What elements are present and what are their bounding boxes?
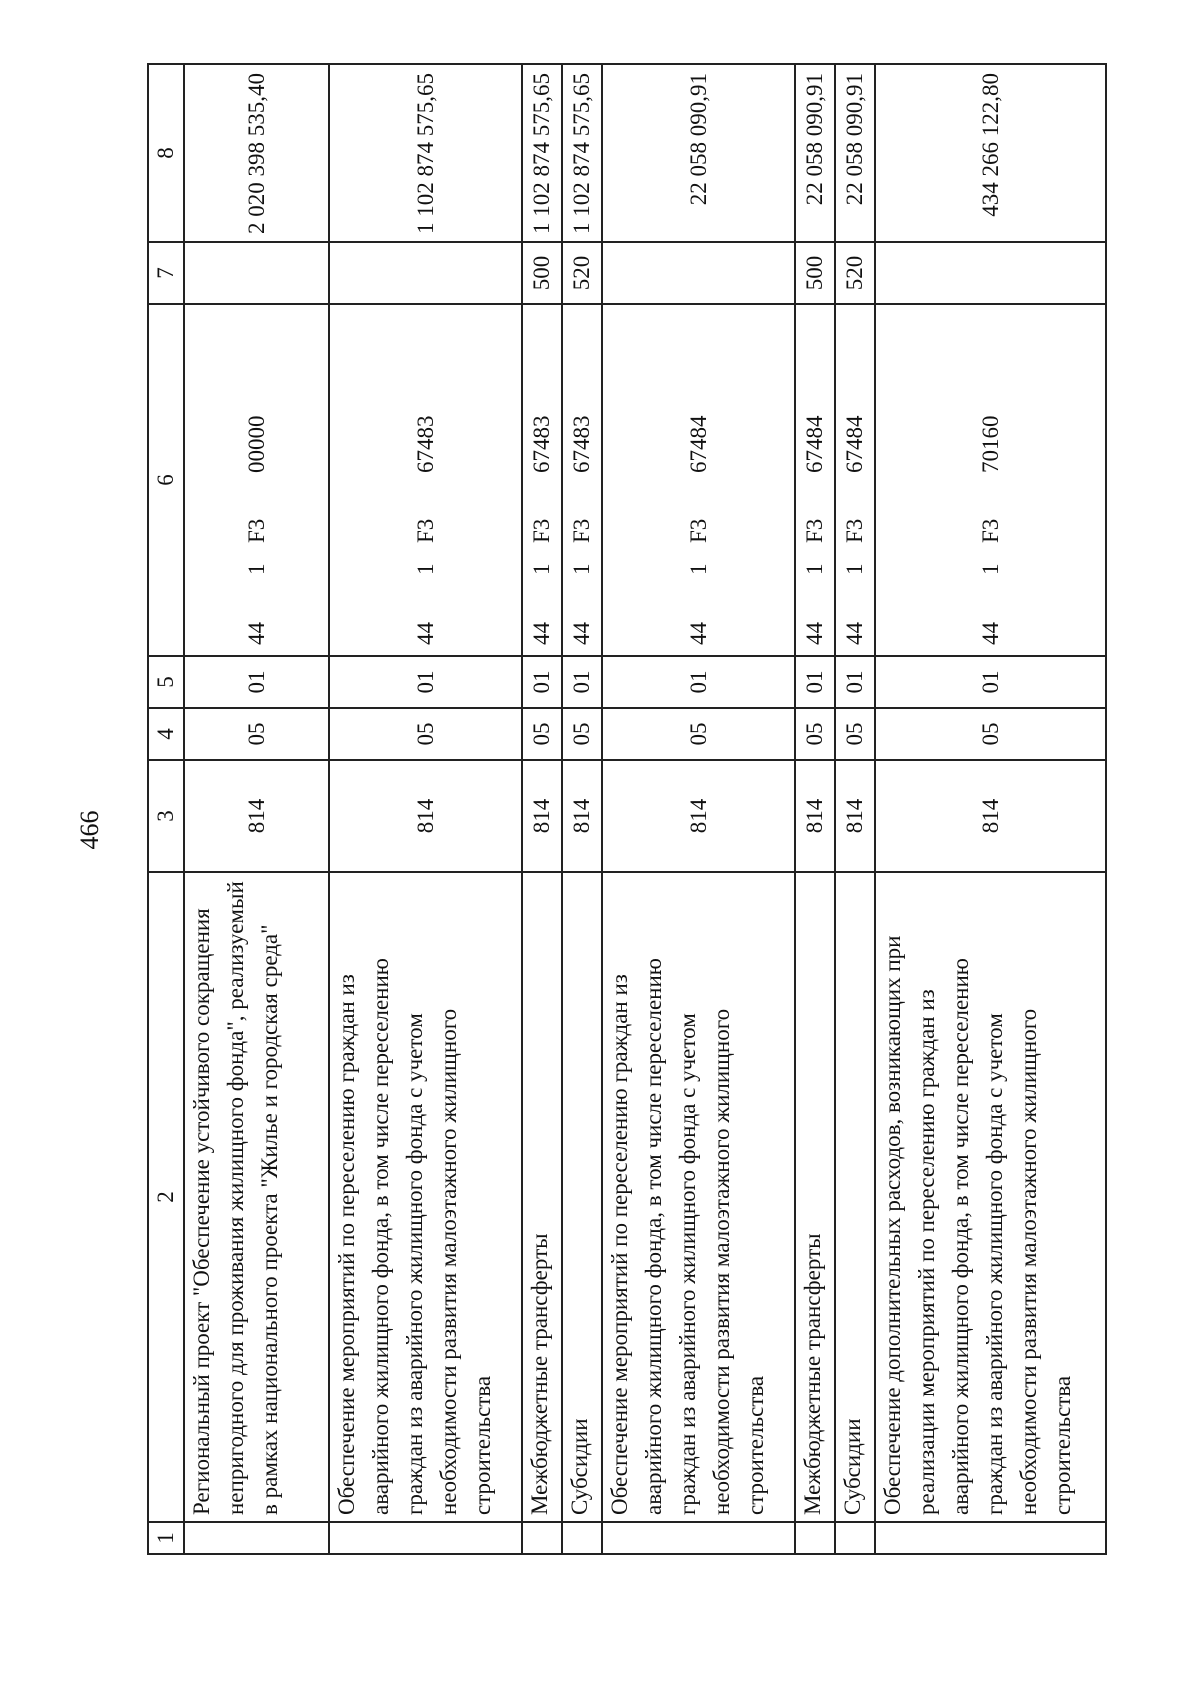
table-row: [329, 64, 521, 1554]
target-article-code: 441F367484: [795, 304, 835, 656]
section-code: 05: [835, 708, 875, 760]
section-code: 05: [329, 708, 521, 760]
item-name: Обеспечение мероприятий по переселению граждан из аварийного жилищного фонда, в том числе переселению граждан из аварийного жилищного фонда с учетом необходимости развития малоэтажного жилищного строительства: [602, 872, 794, 1522]
ministry-code: 814: [602, 760, 794, 872]
table-row: [602, 64, 794, 1554]
item-name: Обеспечение мероприятий по переселению граждан из аварийного жилищного фонда, в том числе переселению граждан из аварийного жилищного фонда с учетом необходимости развития малоэтажного жилищного строительства: [329, 872, 521, 1522]
item-name: Региональный проект "Обеспечение устойчивого сокращения непригодного для проживания жилищного фонда", реализуемый в рамках национального проекта "Жилье и городская среда": [184, 872, 329, 1522]
table-row: [522, 64, 562, 1554]
page-number: 466: [75, 810, 104, 850]
amount: 22 058 090,91: [835, 64, 875, 242]
ministry-code: 814: [522, 760, 562, 872]
row-index-cell: [329, 1522, 521, 1554]
section-code: 05: [184, 708, 329, 760]
amount: 1 102 874 575,65: [522, 64, 562, 242]
target-article-code: 441F300000: [184, 304, 329, 656]
header-cell: 6: [148, 304, 184, 656]
amount: 1 102 874 575,65: [329, 64, 521, 242]
amount: 22 058 090,91: [795, 64, 835, 242]
row-index-cell: [795, 1522, 835, 1554]
row-index-cell: [522, 1522, 562, 1554]
amount: 22 058 090,91: [602, 64, 794, 242]
header-cell: 7: [148, 242, 184, 304]
header-cell: 2: [148, 872, 184, 1522]
section-code: 05: [795, 708, 835, 760]
section-code: 05: [522, 708, 562, 760]
row-index-cell: [875, 1522, 1106, 1554]
expense-type-code: [602, 242, 794, 304]
table-row: [835, 64, 875, 1554]
expense-type-code: [184, 242, 329, 304]
ministry-code: 814: [795, 760, 835, 872]
table-row: [875, 64, 1106, 1554]
target-article-code: 441F367484: [602, 304, 794, 656]
target-article-code: 441F367483: [562, 304, 602, 656]
rotated-table-wrapper: [147, 65, 1107, 1555]
subsection-code: 01: [184, 656, 329, 708]
subsection-code: 01: [875, 656, 1106, 708]
item-name: Обеспечение дополнительных расходов, возникающих при реализации мероприятий по переселению граждан из аварийного жилищного фонда, в том числе переселению граждан из аварийного жилищного фонда с учетом необходимости развития малоэтажного жилищного строительства: [875, 872, 1106, 1522]
expense-type-code: [329, 242, 521, 304]
ministry-code: 814: [835, 760, 875, 872]
row-index-cell: [562, 1522, 602, 1554]
expense-type-code: 500: [522, 242, 562, 304]
expense-type-code: [875, 242, 1106, 304]
header-row: [148, 64, 184, 1554]
ministry-code: 814: [562, 760, 602, 872]
amount: 2 020 398 535,40: [184, 64, 329, 242]
section-code: 05: [875, 708, 1106, 760]
ministry-code: 814: [329, 760, 521, 872]
amount: 434 266 122,80: [875, 64, 1106, 242]
target-article-code: 441F367484: [835, 304, 875, 656]
table-row: [562, 64, 602, 1554]
target-article-code: 441F367483: [329, 304, 521, 656]
item-name: Субсидии: [835, 872, 875, 1522]
target-article-code: 441F370160: [875, 304, 1106, 656]
section-code: 05: [562, 708, 602, 760]
subsection-code: 01: [329, 656, 521, 708]
budget-table: [147, 63, 1107, 1555]
table-row: [795, 64, 835, 1554]
item-name: Субсидии: [562, 872, 602, 1522]
subsection-code: 01: [795, 656, 835, 708]
item-name: Межбюджетные трансферты: [795, 872, 835, 1522]
subsection-code: 01: [522, 656, 562, 708]
header-cell: 5: [148, 656, 184, 708]
header-cell: 1: [148, 1522, 184, 1554]
ministry-code: 814: [184, 760, 329, 872]
subsection-code: 01: [602, 656, 794, 708]
row-index-cell: [184, 1522, 329, 1554]
row-index-cell: [602, 1522, 794, 1554]
header-cell: 3: [148, 760, 184, 872]
subsection-code: 01: [835, 656, 875, 708]
row-index-cell: [835, 1522, 875, 1554]
amount: 1 102 874 575,65: [562, 64, 602, 242]
ministry-code: 814: [875, 760, 1106, 872]
table-row: [184, 64, 329, 1554]
expense-type-code: 500: [795, 242, 835, 304]
header-cell: 8: [148, 64, 184, 242]
target-article-code: 441F367483: [522, 304, 562, 656]
expense-type-code: 520: [562, 242, 602, 304]
subsection-code: 01: [562, 656, 602, 708]
header-cell: 4: [148, 708, 184, 760]
item-name: Межбюджетные трансферты: [522, 872, 562, 1522]
section-code: 05: [602, 708, 794, 760]
expense-type-code: 520: [835, 242, 875, 304]
